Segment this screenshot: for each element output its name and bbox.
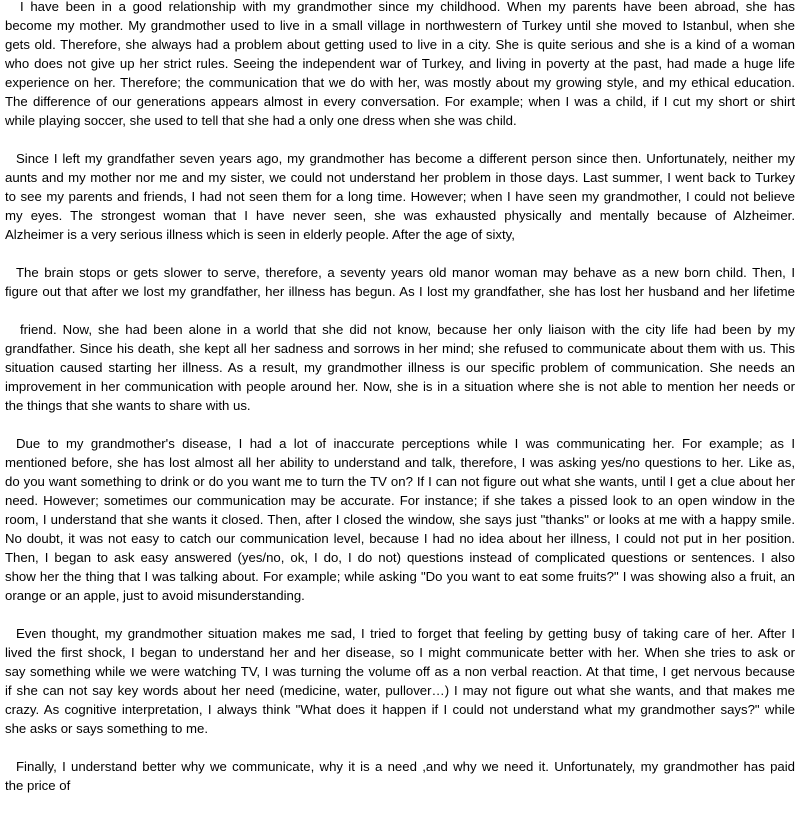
text-line: situation caused starting her illness. As a result, my grandmother illness is our specific problem of communication. She needs an: [5, 360, 795, 375]
text-line: Even thought, my grandmother situation makes me sad, I tried to forget that feeling by getting busy of taking care of her. After I: [16, 626, 795, 641]
paragraph-friend: [5, 320, 795, 415]
text-line: Alzheimer is a very serious illness which is seen in elderly people. After the age of sixty,: [5, 227, 515, 242]
text-line: to see my parents and friends, I had not seen them for a long time. However; when I have seen my grandmother, I could not believe: [5, 189, 795, 204]
text-line: friend. Now, she had been alone in a world that she did not know, because her only liaison with the city life had been by my: [20, 322, 795, 337]
text-line: mentioned before, she has lost almost all her ability to understand and talk, therefore, I was asking yes/no questions to her. Like as,: [5, 455, 795, 470]
text-line: Since I left my grandfather seven years ago, my grandmother has become a different person since then. Unfortunately, neither my: [16, 151, 795, 166]
text-line: No doubt, it was not easy to catch our communication level, because I had no idea about her illness, I could not put in her position.: [5, 531, 795, 546]
text-line: my eyes. The strongest woman that I have never seen, she was exhausted physically and mentally because of Alzheimer.: [5, 208, 795, 223]
text-line: Then, I began to ask easy answered (yes/no, ok, I do, I do not) questions instead of complicated questions or sentences. I also: [5, 550, 795, 565]
text-line: while playing soccer, she used to tell that she had a only one dress when she was child.: [5, 113, 517, 128]
text-line: if she can not say key words about her need (medicine, water, pullover…) I may not figure out what she wants, and that makes me: [5, 683, 795, 698]
text-line: become my mother. My grandmother used to live in a small village in northwestern of Turkey until she moved to Istanbul, when she: [5, 18, 795, 33]
text-line: orange or an apple, just to avoid misunderstanding.: [5, 588, 305, 603]
text-line: say something while we were watching TV, I was turning the volume off as a non verbal reaction. At that time, I get nervous because: [5, 664, 795, 679]
text-line: The brain stops or gets slower to serve, therefore, a seventy years old manor woman may behave as a new born child. Then, I: [16, 265, 795, 280]
text-line: show her the thing that I was talking about. For example; while asking "Do you want to eat some fruits?" I was showing also a fruit, an: [5, 569, 795, 584]
text-line: figure out that after we lost my grandfather, her illness has begun. As I lost my grandfather, she has lost her husband and her lifetime: [5, 284, 795, 299]
text-line: the price of: [5, 778, 71, 793]
text-line: The difference of our generations appears almost in every conversation. For example; when I was a child, if I cut my short or shirt: [5, 94, 795, 109]
text-line: improvement in her communication with people around her. Now, she is in a situation where she is not able to mention her needs or: [5, 379, 795, 394]
text-line: experience on her. Therefore; the communication that we do with her, was mostly about my growing style, and my ethical education.: [5, 75, 795, 90]
text-line: crazy. As cognitive interpretation, I always think "What does it happen if I could not understand what my grandmother says?" while: [5, 702, 795, 717]
paragraph-situation: [5, 624, 795, 738]
paragraph-relationship: [5, 0, 795, 130]
text-line: do you want something to drink or do you want me to turn the TV on? If I can not figure out what she wants, until I get a clue about her: [5, 474, 795, 489]
text-line: she asks or says something to me.: [5, 721, 209, 736]
text-line: gets old. Therefore, she always had a problem about getting used to live in a city. She is quite serious and she is a kind of a woman: [5, 37, 795, 52]
text-line: Due to my grandmother's disease, I had a lot of inaccurate perceptions while I was communicating her. For example; as I: [16, 436, 795, 451]
paragraph-grandfather: [5, 149, 795, 244]
text-line: lived the first shock, I began to understand her and her disease, so I might communicate better with her. When she tries to ask or: [5, 645, 795, 660]
text-line: need. However; sometimes our communication may be accurate. For instance; if she takes a pissed look to an open window in the: [5, 493, 795, 508]
text-line: the things that she wants to share with us.: [5, 398, 251, 413]
text-line: room, I understand that she wants it closed. Then, after I closed the window, she says just "thanks" or looks at me with a happy smile.: [5, 512, 795, 527]
text-line: I have been in a good relationship with my grandmother since my childhood. When my parents have been abroad, she has: [20, 0, 795, 14]
text-line: who does not give up her strict rules. Seeing the independent war of Turkey, and living in poverty at the past, had made a huge life: [5, 56, 795, 71]
text-line: aunts and my mother nor me and my sister, we could not understand her problem in those days. Last summer, I went back to Turkey: [5, 170, 795, 185]
document-body: [5, 0, 795, 814]
text-line: Finally, I understand better why we communicate, why it is a need ,and why we need it. Unfortunately, my grandmother has paid: [16, 759, 795, 774]
paragraph-disease: [5, 434, 795, 605]
paragraph-brain: [5, 263, 795, 301]
paragraph-finally: [5, 757, 795, 795]
text-line: grandfather. Since his death, she kept all her sadness and sorrows in her mind; she refused to communicate about them with us. This: [5, 341, 795, 356]
